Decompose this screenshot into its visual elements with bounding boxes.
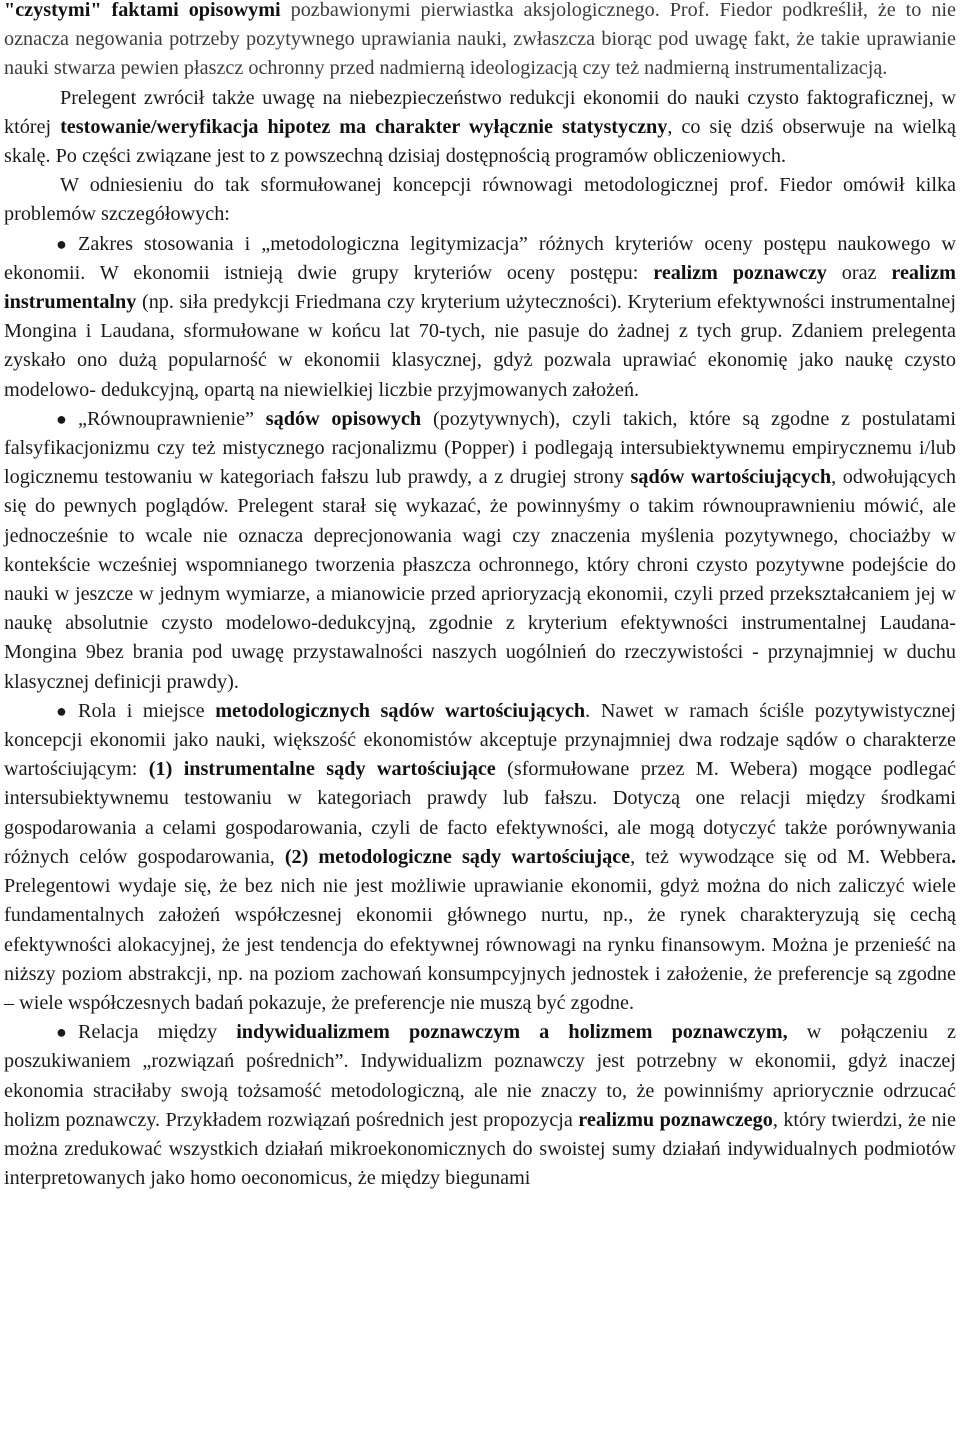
bullet-text: Prelegentowi wydaje się, że bez nich nie jest możliwie uprawianie ekonomii, gdyż można do nich zaliczyć wiele fundamentalnych założeń współczesnej ekonomii głównego nurtu, np., że rynek charakteryzują się cechą efektywności alokacyjnej, że jest tendencja do efektywnej równowagi na rynku finansowym. Można je przenieść na niższy poziom abstrakcji, np. na poziom zachowań konsumpcyjnych jednostek i założenie, że preferencje są zgodne – wiele współczesnych badań pokazuje, że preferencje nie muszą być zgodne. xyxy=(4,875,956,1014)
bold-phrase: . xyxy=(950,845,956,868)
bullet-text: oraz xyxy=(826,261,892,284)
bold-phrase: testowanie/weryfikacja hipotez ma charakter wyłącznie statystyczny xyxy=(60,115,668,138)
bullet-text: , odwołujących się do pewnych poglądów. Prelegent starał się wykazać, że powinnyśmy o takim równouprawnieniu mówić, ale jednocześnie to wcale nie oznacza deprecjonowania wagi czy znaczenia myślenia pozytywnego, chociażby w kontekście wcześniej wspomnianego tworzenia płaszcza ochronnego, który chroni czysto pozytywne podejście do nauki w jeszcze w jednym wymiarze, a mianowicie przed aprioryzacją ekonomii, czyli przed przekształcaniem jej w naukę absolutnie czysto modelowo-dedukcyjną, zgodnie z kryterium efektywności instrumentalnej Laudana-Mongina 9bez brania pod uwagę przystawalności naszych uogólnień do rzeczywistości - przynajmniej w duchu klasycznej definicji prawdy). xyxy=(4,466,956,693)
bullet-text: Rola i miejsce xyxy=(78,699,216,722)
bullet-item-1 xyxy=(4,230,956,405)
bullet-text: , też wywodzące się od M. Webbera xyxy=(630,845,951,868)
bold-phrase: (2) metodologiczne sądy wartościujące xyxy=(284,845,631,868)
paragraph-text: pozbawionymi pierwiastka aksjologicznego. Prof. Fiedor podkreślił, że to nie oznacza negowania potrzeby pozytywnego uprawiania nauki, zwłaszcza biorąc pod uwagę fakt, że takie uprawianie nauki stwarza pewien płaszcz ochronny przed nadmierną ideologizacją czy też nadmierną instrumentalizacją. xyxy=(4,0,956,80)
bullet-text: (pozytywnych), czyli takich, które są zgodne z postulatami falsyfikacjonizmu czy też mistycznego racjonalizmu (Popper) i podlegają intersubiektywnemu empirycznemu i/lub logicznemu testowaniu w kategoriach fałszu lub prawdy, a z drugiej strony xyxy=(4,407,956,489)
paragraph-text: W odniesieniu do tak sformułowanej koncepcji równowagi metodologicznej prof. Fiedor omówił kilka problemów szczegółowych: xyxy=(4,174,956,226)
bullet-icon: ● xyxy=(56,408,67,429)
bold-phrase: (1) instrumentalne sądy wartościujące xyxy=(148,758,496,781)
bold-phrase: sądów opisowych xyxy=(265,407,422,430)
paragraph-3 xyxy=(4,171,956,229)
bullet-text: w połączeniu z poszukiwaniem „rozwiązań pośrednich”. Indywidualizm poznawczy jest potrzebny w ekonomii, gdyż inaczej ekonomia straciłaby swoją tożsamość metodologiczną, ale nie znaczy to, że powinniśmy apriorycznie odrzucać holizm poznawczy. Przykładem rozwiązań pośrednich jest propozycja xyxy=(4,1021,956,1131)
bullet-icon: ● xyxy=(56,700,67,721)
bold-phrase: "czystymi" faktami opisowymi xyxy=(4,0,281,21)
bullet-text: „Równouprawnienie” xyxy=(78,407,266,430)
bullet-text: (sformułowane przez M. Webera) mogące podlegać intersubiektywnemu testowaniu w kategoriach prawdy lub fałszu. Dotyczą one relacji między środkami gospodarowania a celami gospodarowania, czyli de facto efektywności, ale mogą dotyczyć także porównywania różnych celów gospodarowania, xyxy=(4,758,956,868)
bullet-text: (np. siła predykcji Friedmana czy kryterium użyteczności). Kryterium efektywności instrumentalnej Mongina i Laudana, sformułowane w końcu lat 70-tych, nie pasuje do żadnej z tych grup. Zdaniem prelegenta zyskało ono dużą popularność w ekonomii klasycznej, gdyż pozwala uprawiać ekonomię jako naukę czysto modelowo- dedukcyjną, opartą na niewielkiej liczbie przyjmowanych założeń. xyxy=(4,291,956,401)
bullet-item-2 xyxy=(4,405,956,697)
bullet-item-3 xyxy=(4,697,956,1018)
paragraph-1 xyxy=(4,0,956,84)
bold-phrase: realizmu poznawczego xyxy=(578,1108,773,1131)
bullet-icon: ● xyxy=(56,1022,67,1043)
bullet-text: . Nawet w ramach ściśle pozytywistycznej koncepcji ekonomii jako nauki, większość ekonomistów akceptuje przynajmniej dwa rodzaje sądów o charakterze wartościującym: xyxy=(4,699,956,781)
document-page xyxy=(4,0,956,1193)
bullet-icon: ● xyxy=(56,233,67,254)
bold-phrase: realizm poznawczy xyxy=(653,261,827,284)
bullet-text: Zakres stosowania i „metodologiczna legitymizacja” różnych kryteriów oceny postępu naukowego w ekonomii. W ekonomii istnieją dwie grupy kryteriów oceny postępu: xyxy=(4,232,956,284)
paragraph-text: , co się dziś obserwuje na wielką skalę. Po części związane jest to z powszechną dzisiaj dostępnością programów obliczeniowych. xyxy=(4,115,957,168)
bold-phrase: sądów wartościujących xyxy=(630,466,832,489)
bold-phrase: indywidualizmem poznawczym a holizmem poznawczym, xyxy=(236,1021,788,1044)
bullet-item-4 xyxy=(4,1018,956,1193)
bullet-text: , który twierdzi, że nie można zredukować wszystkich działań mikroekonomicznych do swoistej sumy działań indywidualnych podmiotów interpretowanych jako homo oeconomicus, że między biegunami xyxy=(4,1108,957,1190)
bold-phrase: metodologicznych sądów wartościujących xyxy=(215,699,586,722)
paragraph-text: Prelegent zwrócił także uwagę na niebezpieczeństwo redukcji ekonomii do nauki czysto faktograficznej, w której xyxy=(4,86,956,138)
bold-phrase: realizm instrumentalny xyxy=(4,261,956,314)
paragraph-2 xyxy=(4,84,956,172)
bullet-text: Relacja między xyxy=(78,1021,237,1044)
